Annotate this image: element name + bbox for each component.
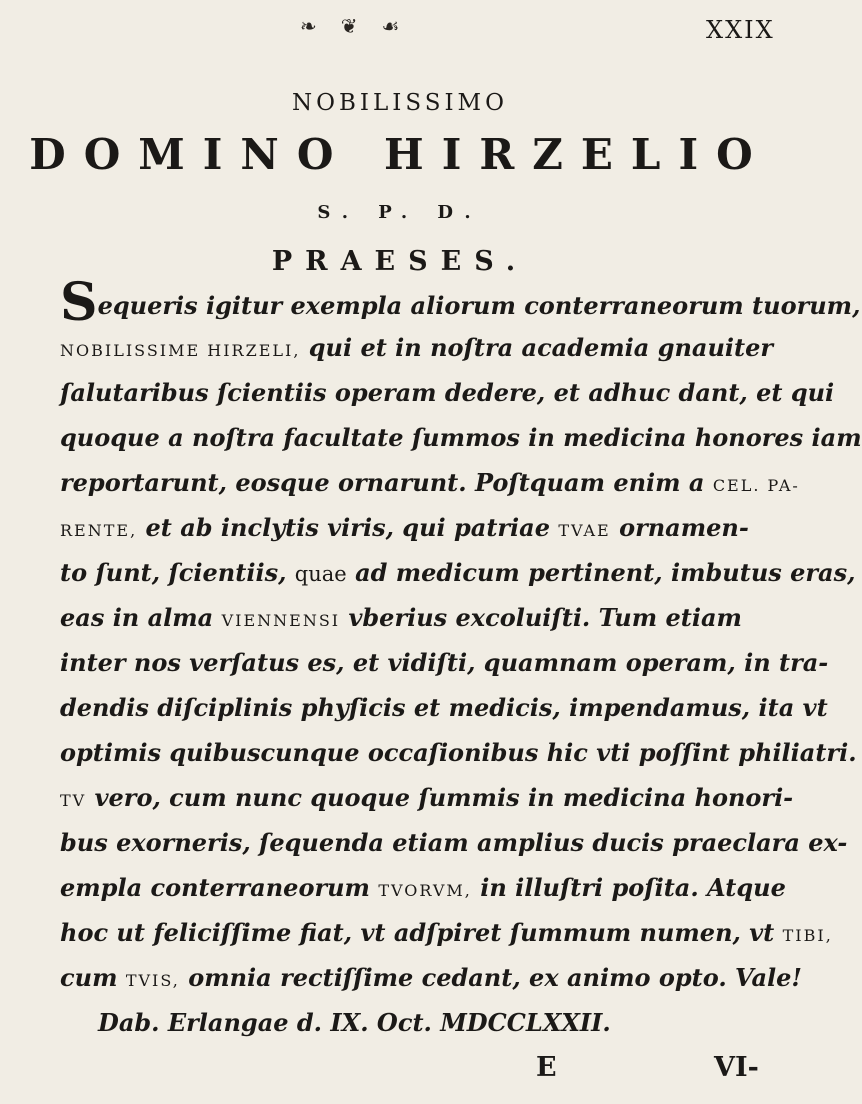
text-line [60,272,861,333]
text-line [60,910,833,955]
catchword: VI- [714,1052,759,1083]
text-run: bus exorneris, ſequenda etiam amplius ducis praeclara ex- [60,828,848,857]
drop-cap: S [60,272,98,333]
text-run: omnia rectiſſime cedant, ex animo opto. Vale! [179,963,802,992]
small-caps-run: VIENNENSI [221,611,341,630]
text-run: equeris igitur exempla aliorum conterraneorum tuorum, [97,291,861,320]
text-run: in illuſtri poſita. Atque [471,873,786,902]
ornament-right-icon: ☙ [381,14,400,38]
text-run: hoc ut feliciſſime fiat, vt adſpiret ſummum numen, vt [60,918,783,947]
small-caps-run: TV [60,791,87,810]
text-run: to ſunt, ſcientiis, [60,558,295,587]
text-run: dendis diſciplinis phyſicis et medicis, impendamus, ita vt [60,693,828,722]
text-run: Dab. Erlangae d. IX. Oct. MDCCLXXII. [98,1008,611,1037]
small-caps-run: TVORVM, [378,881,472,900]
text-line [60,820,848,865]
small-caps-run: RENTE, [60,521,138,540]
text-line [60,955,802,1000]
signature-mark: E [536,1052,557,1083]
text-run: eas in alma [60,603,222,632]
text-line [60,595,750,640]
letter-body [60,272,862,1045]
text-line [60,415,862,460]
page-number: XXIX [706,16,775,44]
text-line [60,550,856,595]
dedication-line-2: DOMINO HIRZELIO [29,130,771,179]
small-caps-run: TIBI, [782,926,833,945]
header-ornaments [300,14,399,38]
text-line [60,640,829,685]
ornament-left-icon: ❧ [300,14,317,38]
text-line [60,505,750,550]
text-run: quoque a noſtra facultate ſummos in medicina honores iam [60,423,862,452]
text-run: vberius excoluiſti. Tum etiam [340,603,742,632]
text-run: cum [60,963,126,992]
small-caps-run: TVAE [558,521,611,540]
text-line [60,460,800,505]
text-line [60,685,828,730]
text-run: empla conterraneorum [60,873,379,902]
small-caps-run: CEL. PA- [712,476,800,495]
text-run: qui et in noſtra academia gnauiter [300,333,774,362]
text-line [60,325,774,370]
text-run: reportarunt, eosque ornarunt. Poſtquam enim a [60,468,713,497]
text-line [60,865,786,910]
text-run: ad medicum pertinent, imbutus eras, [346,558,856,587]
text-line [60,370,835,415]
text-line [60,775,794,820]
roman-run: quae [294,562,347,586]
text-run: vero, cum nunc quoque ſummis in medicina honori- [86,783,794,812]
dedication-line-4: PRAESES. [271,246,529,277]
text-line [60,730,857,775]
date-line [60,1000,750,1045]
small-caps-run: NOBILISSIME HIRZELI, [60,341,301,360]
text-run: optimis quibuscunque occaſionibus hic vti poſſint philiatri. [60,738,857,767]
dedication-line-3: S. P. D. [317,202,483,223]
dedication-line-1: NOBILISSIMO [292,90,508,116]
small-caps-run: TVIS, [125,971,180,990]
text-run: et ab inclytis viris, qui patriae [137,513,559,542]
text-run: ſalutaribus ſcientiis operam dedere, et adhuc dant, et qui [60,378,835,407]
text-run: inter nos verſatus es, et vidiſti, quamnam operam, in tra- [60,648,829,677]
text-run: ornamen- [610,513,749,542]
ornament-center-icon: ❦ [340,14,358,38]
